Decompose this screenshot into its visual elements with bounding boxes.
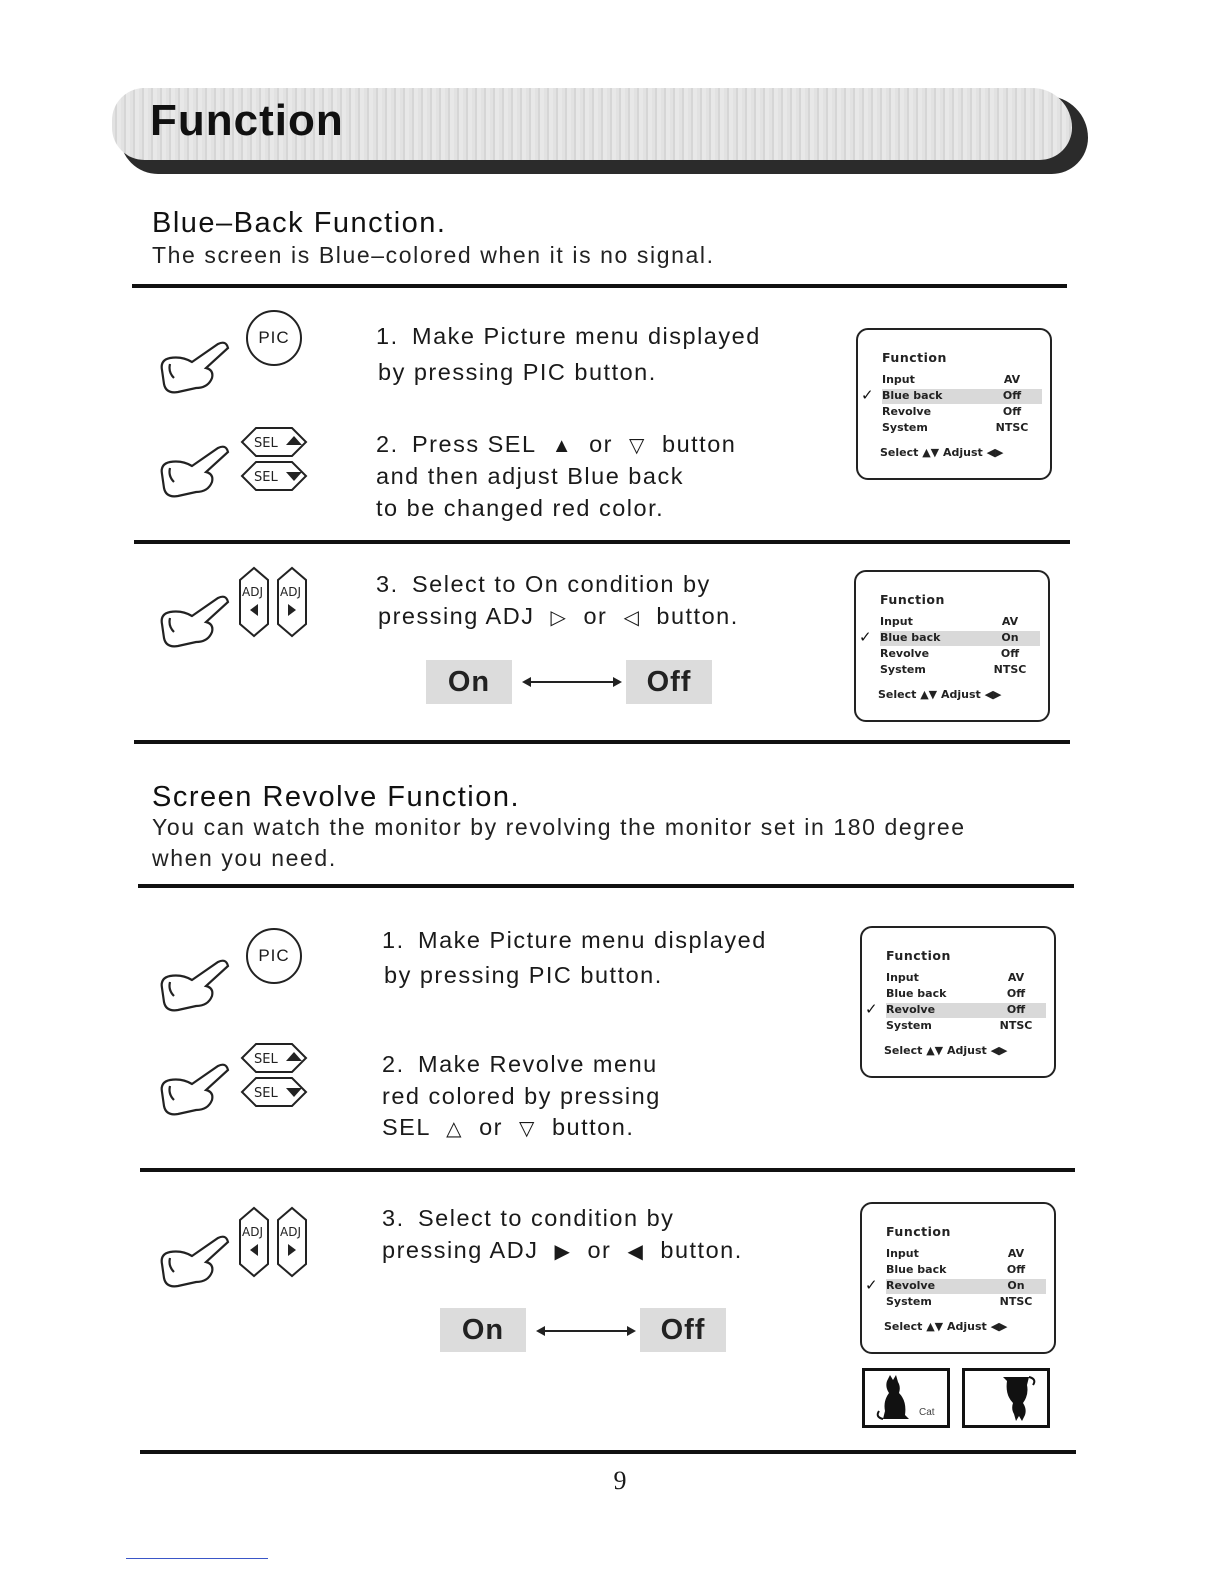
section-divider [132,284,1067,288]
off-state-chip: Off [626,660,712,704]
blue-back-step-1-line-2: by pressing PIC button. [378,359,657,385]
cat-inverted-icon [965,1371,1047,1425]
check-icon: ✓ [859,628,872,646]
revolve-description-line-1: You can watch the monitor by revolving the monitor set in 180 degree [152,814,966,840]
sel-up-down-button-icon [238,1040,310,1110]
section-divider [138,884,1074,888]
blue-back-step-3-line-2: pressing ADJ ▷ or ◁ button. [378,603,739,629]
check-icon: ✓ [861,386,874,404]
pic-button-icon: PIC [246,310,302,366]
svg-text:SEL: SEL [254,1086,278,1101]
sel-up-down-button-icon [238,424,310,494]
thumbnail-caption: Cat [919,1407,935,1418]
blue-back-step-2: 2. Press SEL ▲ or ▽ button [376,431,737,457]
revolve-description-line-2: when you need. [152,845,337,871]
on-state-chip: On [440,1308,526,1352]
on-state-chip: On [426,660,512,704]
check-icon: ✓ [865,1276,878,1294]
blue-back-title: Blue–Back Function. [152,207,447,239]
osd-menu-blue-back-on: Function Input AV Blue back On ✓ Revolve Off System NTSC Select ▲▼ Adjust ◀▶ [854,570,1050,722]
svg-text:SEL: SEL [254,436,278,451]
revolve-step-1-line-2: by pressing PIC button. [384,962,663,988]
osd-menu-revolve-off: Function Input AV Blue back Off Revolve Off ✓ System NTSC Select ▲▼ Adjust ◀▶ [860,926,1056,1078]
adj-left-right-button-icon [236,1206,310,1278]
revolve-step-3-line-2: pressing ADJ ▶ or ◀ button. [382,1237,743,1263]
svg-text:ADJ: ADJ [280,1225,301,1239]
section-divider [140,1450,1076,1454]
revolve-step-2-line-2: red colored by pressing [382,1083,661,1109]
off-state-chip: Off [640,1308,726,1352]
svg-text:ADJ: ADJ [242,585,263,599]
revolve-step-1: 1. Make Picture menu displayed [382,927,767,953]
screen-revolved-thumbnail [962,1368,1050,1428]
adj-left-right-button-icon [236,566,310,638]
blue-back-step-2-line-2: and then adjust Blue back [376,463,684,489]
osd-menu-blue-back-off: Function Input AV Blue back Off ✓ Revolve Off System NTSC Select ▲▼ Adjust ◀▶ [856,328,1052,480]
pointing-hand-icon [156,956,236,1016]
page-number: 9 [613,1466,627,1495]
pointing-hand-icon [156,1060,236,1120]
check-icon: ✓ [865,1000,878,1018]
page-title: Function [150,96,344,145]
blue-back-step-2-line-3: to be changed red color. [376,495,665,521]
revolve-title: Screen Revolve Function. [152,781,521,813]
revolve-step-2-line-3: SEL △ or ▽ button. [382,1114,635,1140]
section-divider [134,740,1070,744]
pointing-hand-icon [156,592,236,652]
svg-text:SEL: SEL [254,1052,278,1067]
footer-link-underline [126,1558,268,1559]
blue-back-step-1: 1. Make Picture menu displayed [376,323,761,349]
pointing-hand-icon [156,1232,236,1292]
section-divider [134,540,1070,544]
revolve-step-3: 3. Select to condition by [382,1205,675,1231]
revolve-step-2: 2. Make Revolve menu [382,1051,658,1077]
svg-text:ADJ: ADJ [242,1225,263,1239]
svg-text:ADJ: ADJ [280,585,301,599]
osd-menu-revolve-on: Function Input AV Blue back Off Revolve On ✓ System NTSC Select ▲▼ Adjust ◀▶ [860,1202,1056,1354]
screen-normal-thumbnail [862,1368,950,1428]
pic-button-icon: PIC [246,928,302,984]
blue-back-step-3: 3. Select to On condition by [376,571,711,597]
pointing-hand-icon [156,338,236,398]
svg-text:SEL: SEL [254,470,278,485]
blue-back-description: The screen is Blue–colored when it is no signal. [152,242,715,268]
double-arrow-icon [524,681,620,683]
section-divider [140,1168,1075,1172]
pointing-hand-icon [156,442,236,502]
double-arrow-icon [538,1330,634,1332]
